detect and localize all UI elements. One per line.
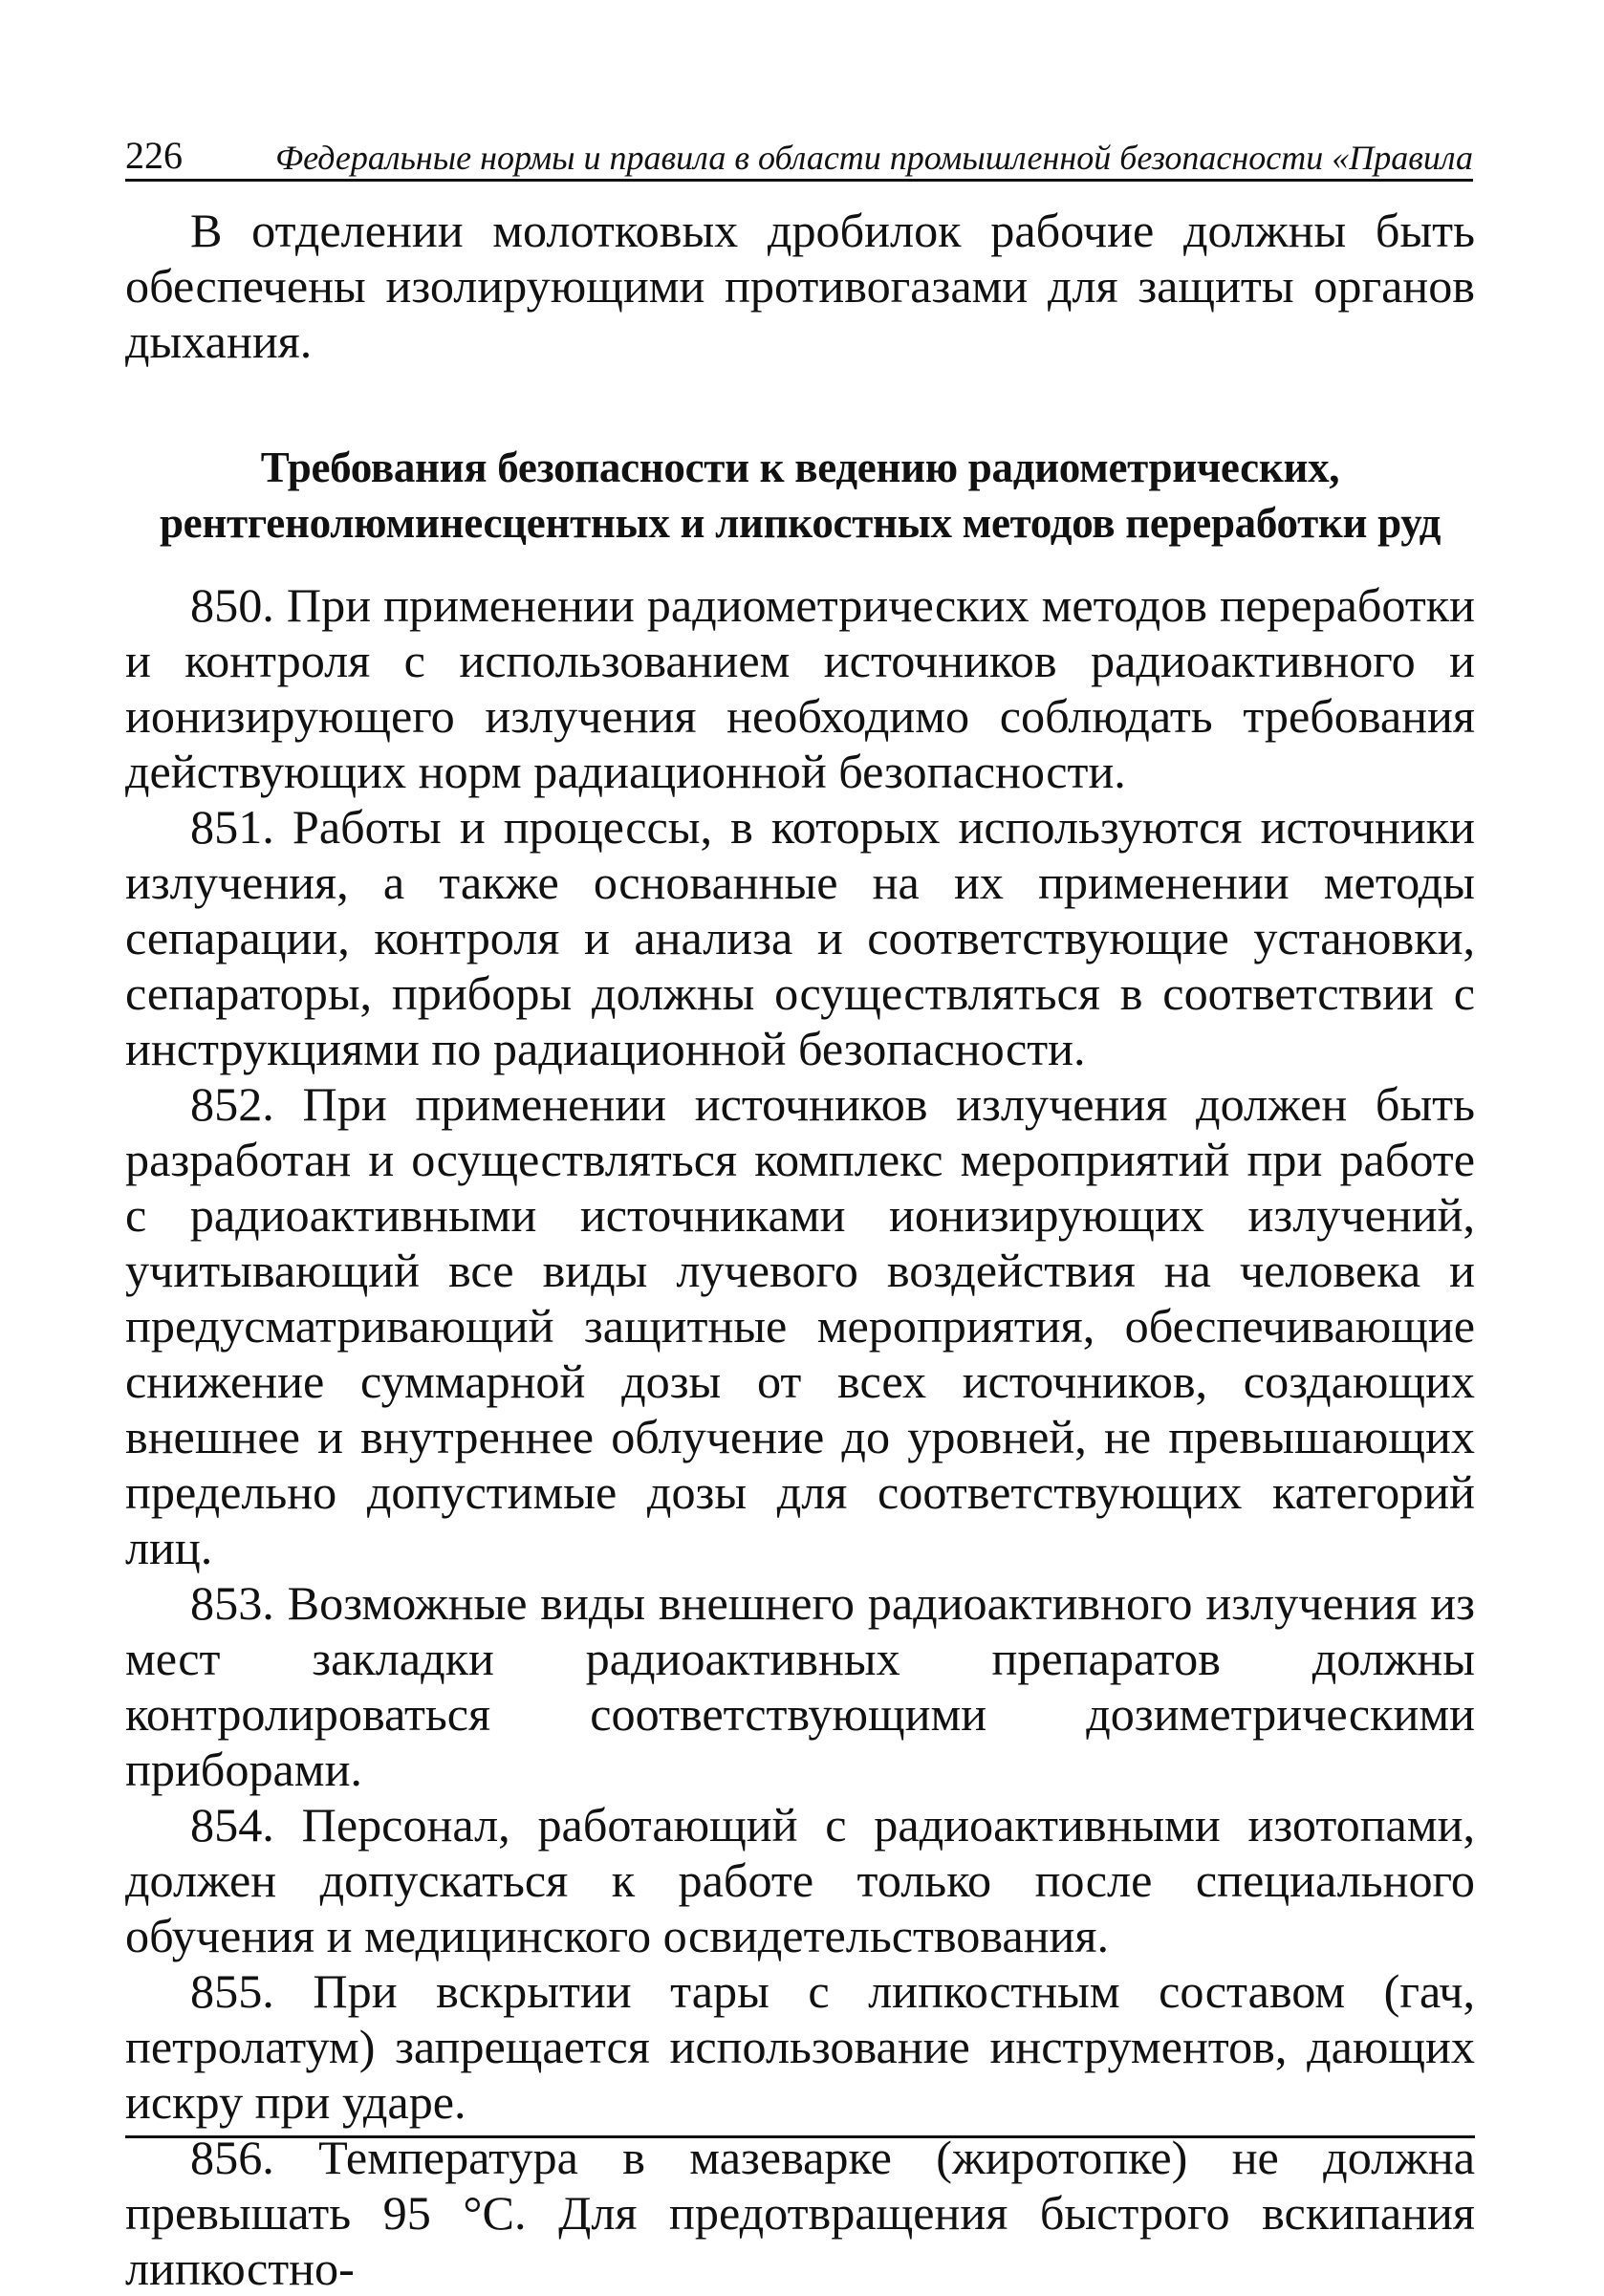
section-heading-line-1: Требования безопасности к ведению радиометрических, — [260, 444, 1340, 491]
main-text — [125, 203, 1475, 2296]
section-heading — [125, 440, 1475, 551]
paragraph-850: 850. При применении радиометрических методов переработки и контроля с использованием источников радиоактивного и ионизирующего излучения необходимо соблюдать требования действующих норм радиационной безопасности. — [125, 578, 1475, 798]
running-title: Федеральные нормы и правила в области промышленной безопасности «Правила — [275, 139, 1473, 177]
footer-rule — [125, 2135, 1475, 2138]
paragraph-852: 852. При применении источников излучения должен быть разработан и осуществляться комплекс мероприятий при работе с радиоактивными источниками ионизирующих излучений, учитывающий все виды лучевого воздействия на человека и предусматривающий защитные мероприятия, обеспечивающие снижение суммарной дозы от всех источников, создающих внешнее и внутреннее облучение до уровней, не превышающих предельно допустимые дозы для соответствующих категорий лиц. — [125, 1077, 1475, 1574]
paragraph-854: 854. Персонал, работающий с радиоактивными изотопами, должен допускаться к работе только после специального обучения и медицинского освидетельствования. — [125, 1798, 1475, 1962]
paragraph-851: 851. Работы и процессы, в которых используются источники излучения, а также основанные на их применении методы сепарации, контроля и анализа и соответствующие установки, сепараторы, приборы должны осуществляться в соответствии с инструкциями по радиационной безопасности. — [125, 800, 1475, 1075]
page-number: 226 — [125, 134, 183, 177]
paragraph-855: 855. При вскрытии тары с липкостным составом (гач, петролатум) запрещается использование инструментов, дающих искру при ударе. — [125, 1964, 1475, 2129]
intro-paragraph: В отделении молотковых дробилок рабочие должны быть обеспечены изолирующими противогазами для защиты органов дыхания. — [125, 204, 1475, 368]
section-heading-line-2: рентгенолюминесцентных и липкостных методов переработки руд — [159, 499, 1441, 547]
paragraph-856: 856. Температура в мазеварке (жиротопке) не должна превышать 95 °С. Для предотвращения быстрого вскипания липкостно- — [125, 2131, 1475, 2295]
page-header — [125, 128, 1473, 182]
paragraph-853: 853. Возможные виды внешнего радиоактивного излучения из мест закладки радиоактивных препаратов должны контролироваться соответствующими дозиметрическими приборами. — [125, 1576, 1475, 1796]
